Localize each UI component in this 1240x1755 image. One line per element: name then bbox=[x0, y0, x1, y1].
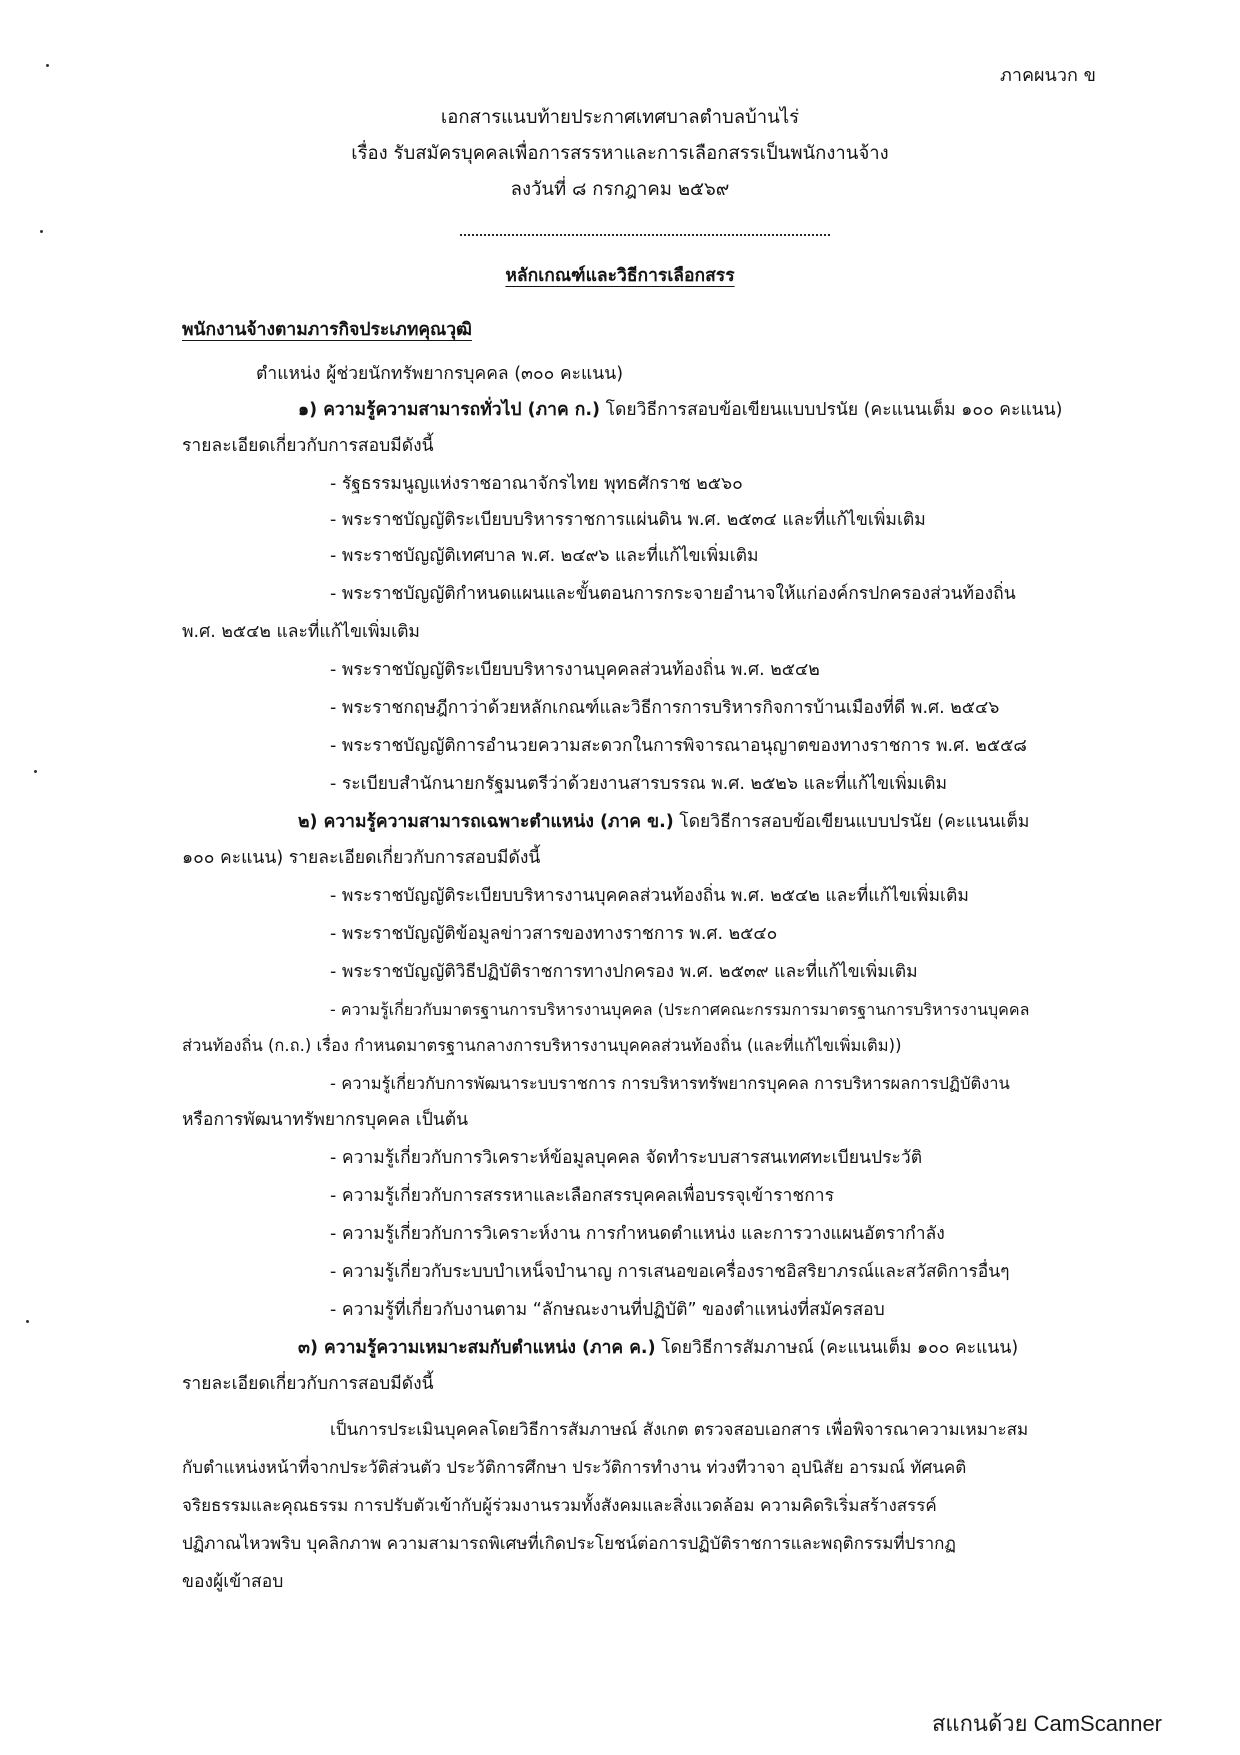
part2-item: - ความรู้เกี่ยวกับการวิเคราะห์ข้อมูลบุคคล จัดทำระบบสารสนเทศทะเบียนประวัติ bbox=[330, 1148, 923, 1168]
dotted-separator bbox=[460, 234, 830, 236]
part2-item: - ความรู้ที่เกี่ยวกับงานตาม “ลักษณะงานที่ปฏิบัติ” ของตำแหน่งที่สมัครสอบ bbox=[330, 1300, 885, 1320]
part1-heading-bold: ๑) ความรู้ความสามารถทั่วไป (ภาค ก.) bbox=[298, 400, 601, 420]
part2-item: - ความรู้เกี่ยวกับการสรรหาและเลือกสรรบุคคลเพื่อบรรจุเข้าราชการ bbox=[330, 1186, 835, 1206]
scan-speck bbox=[40, 230, 43, 233]
part2-intro: ๑๐๐ คะแนน) รายละเอียดเกี่ยวกับการสอบมีดังนี้ bbox=[182, 848, 541, 868]
part2-item: - พระราชบัญญัติระเบียบบริหารงานบุคคลส่วนท้องถิ่น พ.ศ. ๒๕๔๒ และที่แก้ไขเพิ่มเติม bbox=[330, 886, 969, 906]
appendix-label: ภาคผนวก ข bbox=[1000, 65, 1096, 86]
part2-item: - ความรู้เกี่ยวกับการพัฒนาระบบราชการ การบริหารทรัพยากรบุคคล การบริหารผลการปฏิบัติงาน bbox=[330, 1074, 1010, 1093]
part2-item: - พระราชบัญญัติข้อมูลข่าวสารของทางราชการ พ.ศ. ๒๕๔๐ bbox=[330, 924, 778, 944]
part3-heading-bold: ๓) ความรู้ความเหมาะสมกับตำแหน่ง (ภาค ค.) bbox=[298, 1338, 656, 1358]
scan-speck bbox=[26, 1320, 29, 1323]
part3-paragraph-line: ปฏิภาณไหวพริบ บุคลิกภาพ ความสามารถพิเศษที่เกิดประโยชน์ต่อการปฏิบัติราชการและพฤติกรรมที่ปรากฏ bbox=[182, 1534, 956, 1554]
part2-heading bbox=[298, 810, 1029, 834]
part3-intro: รายละเอียดเกี่ยวกับการสอบมีดังนี้ bbox=[182, 1374, 434, 1394]
part3-heading-rest: โดยวิธีการสัมภาษณ์ (คะแนนเต็ม ๑๐๐ คะแนน) bbox=[655, 1338, 1019, 1358]
part2-item-continuation: หรือการพัฒนาทรัพยากรบุคคล เป็นต้น bbox=[182, 1110, 469, 1130]
camscanner-watermark: สแกนด้วย CamScanner bbox=[932, 1711, 1163, 1736]
part2-item: - พระราชบัญญัติวิธีปฏิบัติราชการทางปกครอง พ.ศ. ๒๕๓๙ และที่แก้ไขเพิ่มเติม bbox=[330, 962, 918, 982]
part1-heading-rest: โดยวิธีการสอบข้อเขียนแบบปรนัย (คะแนนเต็ม ๑๐๐ คะแนน) bbox=[600, 400, 1063, 420]
document-title-line-1: เอกสารแนบท้ายประกาศเทศบาลตำบลบ้านไร่ bbox=[440, 107, 800, 128]
part1-intro: รายละเอียดเกี่ยวกับการสอบมีดังนี้ bbox=[182, 436, 434, 456]
part1-item: - พระราชบัญญัติเทศบาล พ.ศ. ๒๔๙๖ และที่แก้ไขเพิ่มเติม bbox=[330, 546, 759, 566]
part3-paragraph-line: กับตำแหน่งหน้าที่จากประวัติส่วนตัว ประวัติการศึกษา ประวัติการทำงาน ท่วงทีวาจา อุปนิสัย อารมณ์ ทัศนคติ bbox=[182, 1458, 967, 1478]
employee-type-heading: พนักงานจ้างตามภารกิจประเภทคุณวุฒิ bbox=[182, 320, 472, 340]
part2-item-continuation: ส่วนท้องถิ่น (ก.ถ.) เรื่อง กำหนดมาตรฐานกลางการบริหารงานบุคคลส่วนท้องถิ่น (และที่แก้ไขเพิ่มเติม)) bbox=[182, 1036, 902, 1055]
part3-paragraph-line: ของผู้เข้าสอบ bbox=[182, 1572, 284, 1592]
scan-speck bbox=[34, 770, 37, 773]
part1-item: - พระราชบัญญัติกำหนดแผนและขั้นตอนการกระจายอำนาจให้แก่องค์กรปกครองส่วนท้องถิ่น bbox=[330, 584, 1016, 604]
document-date: ลงวันที่ ๘ กรกฎาคม ๒๕๖๙ bbox=[510, 179, 730, 200]
part1-item: - รัฐธรรมนูญแห่งราชอาณาจักรไทย พุทธศักราช ๒๕๖๐ bbox=[330, 474, 743, 494]
part2-item: - ความรู้เกี่ยวกับการวิเคราะห์งาน การกำหนดตำแหน่ง และการวางแผนอัตรากำลัง bbox=[330, 1224, 945, 1244]
part3-paragraph-line: เป็นการประเมินบุคคลโดยวิธีการสัมภาษณ์ สังเกต ตรวจสอบเอกสาร เพื่อพิจารณาความเหมาะสม bbox=[330, 1420, 1029, 1440]
part1-item: - พระราชบัญญัติระเบียบบริหารงานบุคคลส่วนท้องถิ่น พ.ศ. ๒๕๔๒ bbox=[330, 660, 820, 680]
part2-item: - ความรู้เกี่ยวกับมาตรฐานการบริหารงานบุคคล (ประกาศคณะกรรมการมาตรฐานการบริหารงานบุคคล bbox=[330, 1000, 1030, 1019]
part1-item: - พระราชบัญญัติการอำนวยความสะดวกในการพิจารณาอนุญาตของทางราชการ พ.ศ. ๒๕๕๘ bbox=[330, 736, 1027, 756]
part1-item: - พระราชกฤษฎีกาว่าด้วยหลักเกณฑ์และวิธีการการบริหารกิจการบ้านเมืองที่ดี พ.ศ. ๒๕๔๖ bbox=[330, 698, 1000, 718]
part1-item-continuation: พ.ศ. ๒๕๔๒ และที่แก้ไขเพิ่มเติม bbox=[182, 622, 420, 642]
section-title: หลักเกณฑ์และวิธีการเลือกสรร bbox=[505, 266, 735, 286]
part2-heading-rest: โดยวิธีการสอบข้อเขียนแบบปรนัย (คะแนนเต็ม bbox=[673, 812, 1030, 832]
part1-item: - ระเบียบสำนักนายกรัฐมนตรีว่าด้วยงานสารบรรณ พ.ศ. ๒๕๒๖ และที่แก้ไขเพิ่มเติม bbox=[330, 774, 948, 794]
document-title-line-2: เรื่อง รับสมัครบุคคลเพื่อการสรรหาและการเลือกสรรเป็นพนักงานจ้าง bbox=[351, 143, 889, 164]
part2-item: - ความรู้เกี่ยวกับระบบบำเหน็จบำนาญ การเสนอขอเครื่องราชอิสริยาภรณ์และสวัสดิการอื่นๆ bbox=[330, 1262, 1010, 1282]
part2-heading-bold: ๒) ความรู้ความสามารถเฉพาะตำแหน่ง (ภาค ข.) bbox=[298, 812, 674, 832]
position-line: ตำแหน่ง ผู้ช่วยนักทรัพยากรบุคคล (๓๐๐ คะแนน) bbox=[256, 364, 624, 384]
part1-item: - พระราชบัญญัติระเบียบบริหารราชการแผ่นดิน พ.ศ. ๒๕๓๔ และที่แก้ไขเพิ่มเติม bbox=[330, 510, 926, 530]
part3-paragraph-line: จริยธรรมและคุณธรรม การปรับตัวเข้ากับผู้ร่วมงานรวมทั้งสังคมและสิ่งแวดล้อม ความคิดริเริ่มสร้างสรรค์ bbox=[182, 1496, 937, 1516]
part3-heading bbox=[298, 1336, 1018, 1360]
scan-speck bbox=[46, 64, 49, 67]
part1-heading bbox=[298, 398, 1062, 422]
